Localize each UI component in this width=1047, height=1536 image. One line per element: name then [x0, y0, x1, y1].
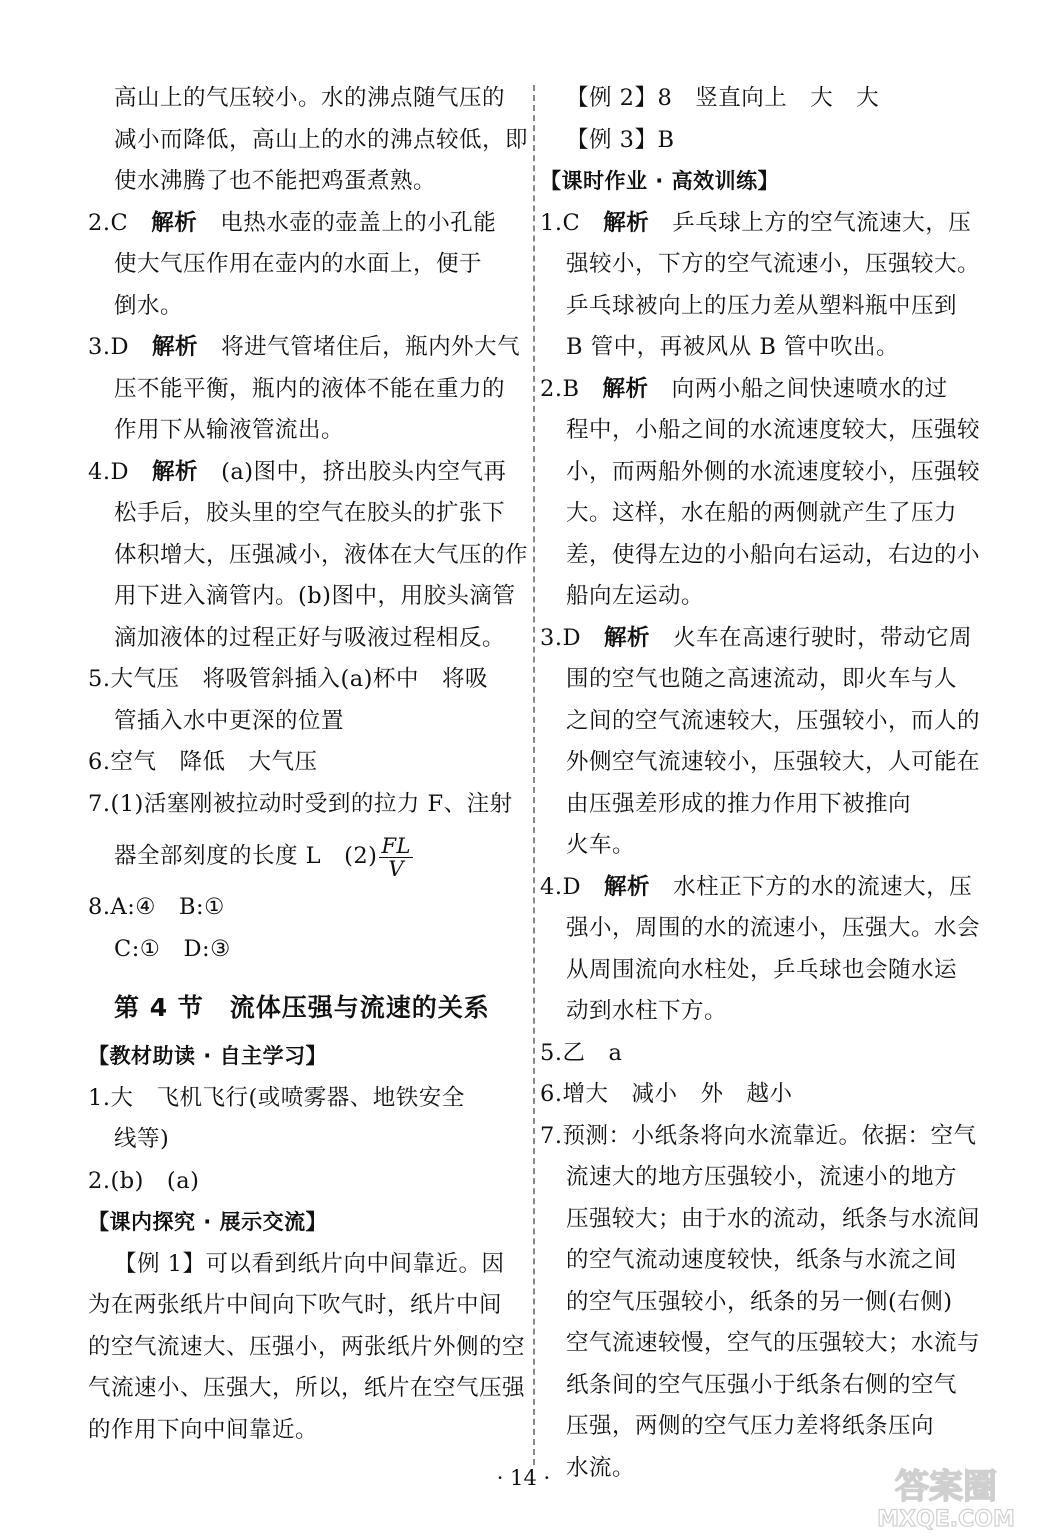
text-line: 器全部刻度的长度 L (2) $\frac{FL}{V}$ — [114, 833, 411, 881]
text-line: 管插入水中更深的位置 — [114, 707, 345, 734]
example-1: 【例 1】可以看到纸片向中间靠近。因 — [114, 1250, 505, 1277]
text-line: 使大气压作用在壶内的水面上，便于 — [114, 251, 483, 277]
text-line: 滴加液体的过程正好与吸液过程相反。 — [114, 624, 506, 651]
section-heading: 【教材助读 · 自主学习】 — [88, 1044, 328, 1068]
text-line: 松手后，胶头里的空气在胶头的扩张下 — [114, 500, 506, 526]
text-line: 围的空气也随之高速流动，即火车与人 — [566, 666, 958, 692]
answer-2: 2.C 解析 电热水壶的壶盖上的小孔能 — [88, 209, 497, 236]
watermark-logo — [851, 1460, 1041, 1532]
column-divider — [533, 85, 535, 1465]
text-line: 空气流速较慢，空气的压强较大；水流与 — [566, 1330, 981, 1356]
example-2: 【例 2】8 竖直向上 大 大 — [566, 85, 880, 111]
answer-7: 7.(1)活塞刚被拉动时受到的拉力 F、注射 — [88, 790, 513, 817]
watermark-url: MXQE.COM — [877, 1507, 1015, 1532]
text-line: 之间的空气流速较大，压强较小，而人的 — [566, 707, 981, 734]
text-line: 压强较大；由于水的流动，纸条与水流间 — [566, 1205, 981, 1232]
text-line: 小，而两船外侧的水流速度较小，压强较 — [566, 458, 981, 485]
text-line: 作用下从输液管流出。 — [114, 417, 345, 443]
text-line: 线等) — [114, 1126, 170, 1152]
homework-answer-7: 7.预测：小纸条将向水流靠近。依据：空气 — [540, 1122, 977, 1149]
text-line: 压不能平衡，瓶内的液体不能在重力的 — [114, 375, 506, 402]
example-3: 【例 3】B — [566, 126, 675, 153]
text-line: 为在两张纸片中间向下吹气时，纸片中间 — [88, 1292, 503, 1318]
watermark-text: 答案圈 — [895, 1467, 997, 1507]
right-column — [540, 78, 980, 1489]
text-line: 差，使得左边的小船向右运动，右边的小 — [566, 541, 981, 568]
text-line: 火车。 — [566, 832, 636, 858]
answer-4: 4.D 解析 (a)图中，挤出胶头内空气再 — [88, 458, 507, 485]
left-column — [88, 78, 528, 1451]
study-answer-2: 2.(b) (a) — [88, 1167, 200, 1194]
text-line: 倒水。 — [114, 292, 184, 319]
homework-answer-5: 5.乙 a — [540, 1039, 623, 1066]
text-line: 动到水柱下方。 — [566, 998, 728, 1024]
section-heading: 【课时作业 · 高效训练】 — [540, 169, 780, 193]
text-line: 强较小，下方的空气流速小，压强较大。 — [566, 251, 981, 277]
text-line: 水流。 — [566, 1454, 636, 1481]
answer-3: 3.D 解析 将进气管堵住后，瓶内外大气 — [88, 334, 521, 360]
text-line: 流速大的地方压强较小，流速小的地方 — [566, 1164, 958, 1190]
analysis-label: 解析 — [602, 375, 649, 402]
text-line: 高山上的气压较小。水的沸点随气压的 — [114, 85, 506, 111]
answer-5: 5.大气压 将吸管斜插入(a)杯中 将吸 — [88, 666, 488, 692]
analysis-label: 解析 — [152, 458, 199, 485]
analysis-label: 解析 — [603, 209, 650, 236]
text-line: 船向左运动。 — [566, 583, 705, 609]
text-line: 体积增大，压强减小，液体在大气压的作 — [114, 541, 529, 568]
text-line: 气流速小、压强大，所以，纸片在空气压强 — [88, 1375, 526, 1401]
analysis-label: 解析 — [604, 624, 651, 651]
analysis-label: 解析 — [604, 873, 651, 900]
page-number: · 14 · — [496, 1466, 551, 1490]
formula-fraction: $\frac{FL}{V}$ — [381, 833, 411, 881]
text-line: 减小而降低，高山上的水的沸点较低，即 — [114, 126, 529, 153]
text-line: 的空气流速大、压强小，两张纸片外侧的空 — [88, 1333, 526, 1360]
text-line: 的作用下向中间靠近。 — [88, 1416, 319, 1443]
text-line: 由压强差形成的推力作用下被推向 — [566, 790, 912, 817]
text-line: 大。这样，水在船的两侧就产生了压力 — [566, 500, 958, 526]
text-line: 程中，小船之间的水流速度较大，压强较 — [566, 417, 981, 443]
section-heading: 【课内探究 · 展示交流】 — [88, 1210, 328, 1234]
text-line: B 管中，再被风从 B 管中吹出。 — [566, 334, 900, 360]
text-line: 使水沸腾了也不能把鸡蛋煮熟。 — [114, 168, 437, 194]
text-line: 从周围流向水柱处，乒乓球也会随水运 — [566, 956, 958, 983]
homework-answer-1: 1.C 解析 乒乓球上方的空气流速大，压 — [540, 209, 972, 236]
analysis-label: 解析 — [152, 334, 199, 360]
answer-6: 6.空气 降低 大气压 — [88, 749, 318, 775]
text-line: 的空气压强较小，纸条的另一侧(右侧) — [566, 1288, 953, 1315]
text-line: 纸条间的空气压强小于纸条右侧的空气 — [566, 1371, 958, 1398]
homework-answer-2: 2.B 解析 向两小船之间快速喷水的过 — [540, 375, 948, 402]
text-line: 用下进入滴管内。(b)图中，用胶头滴管 — [114, 583, 516, 609]
homework-answer-6: 6.增大 减小 外 越小 — [540, 1081, 793, 1107]
text-line: 外侧空气流速较小，压强较大，人可能在 — [566, 749, 981, 775]
text-line: 的空气流动速度较快，纸条与水流之间 — [566, 1247, 958, 1273]
study-answer-1: 1.大 飞机飞行(或喷雾器、地铁安全 — [88, 1084, 465, 1111]
answer-8: 8.A:④ B:① — [88, 894, 225, 920]
chapter-title: 第 4 节 流体压强与流速的关系 — [114, 993, 490, 1022]
text-line: 强小，周围的水的流速小，压强大。水会 — [566, 915, 981, 941]
homework-answer-4: 4.D 解析 水柱正下方的水的流速大，压 — [540, 873, 973, 900]
text-line: 乒乓球被向上的压力差从塑料瓶中压到 — [566, 292, 958, 319]
text-line: C:① D:③ — [114, 935, 231, 962]
homework-answer-3: 3.D 解析 火车在高速行驶时，带动它周 — [540, 624, 973, 651]
analysis-label: 解析 — [151, 209, 198, 236]
text-line: 压强，两侧的空气压力差将纸条压向 — [566, 1413, 935, 1439]
